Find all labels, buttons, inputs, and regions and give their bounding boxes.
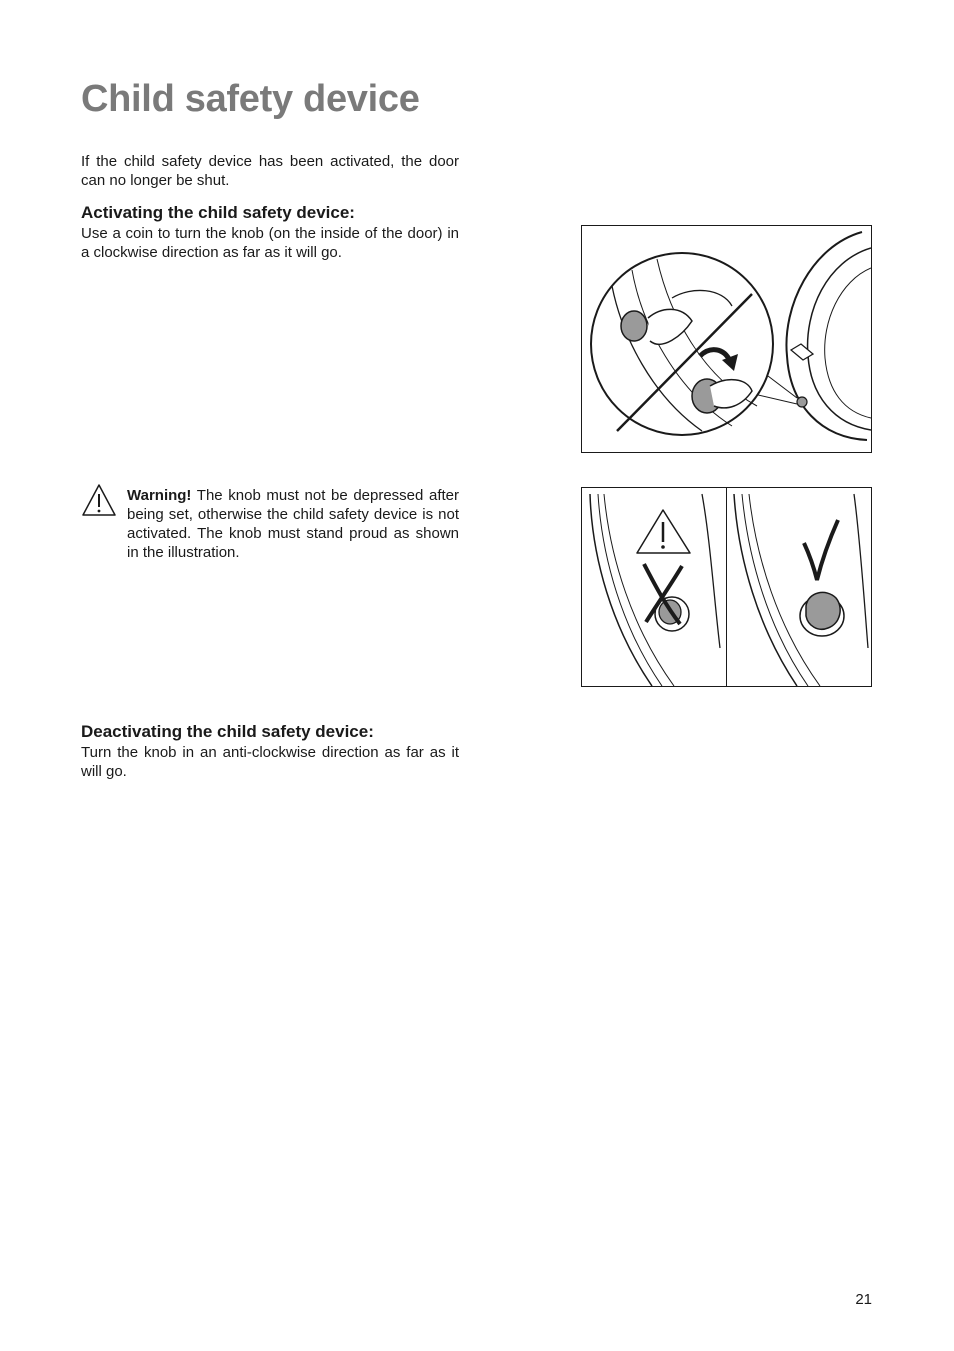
deactivating-heading: Deactivating the child safety device: xyxy=(81,722,374,741)
intro-paragraph: If the child safety device has been activated, the door can no longer be shut. xyxy=(81,153,459,189)
knob-turning-illustration xyxy=(581,225,872,453)
warning-text: The knob must not be depressed after being set, otherwise the child safety device is not activated. The knob must stand proud as shown in the illustration. xyxy=(127,487,459,561)
warning-paragraph xyxy=(127,486,459,562)
warning-triangle-icon xyxy=(81,483,117,517)
knob-position-illustration xyxy=(581,487,872,687)
activating-paragraph: Use a coin to turn the knob (on the inside of the door) in a clockwise direction as far as it will go. xyxy=(81,225,459,261)
activating-heading: Activating the child safety device: xyxy=(81,203,355,222)
page-number: 21 xyxy=(855,1291,872,1308)
deactivating-paragraph: Turn the knob in an anti-clockwise direction as far as it will go. xyxy=(81,744,459,780)
warning-label: Warning! xyxy=(127,487,192,504)
warning-triangle-icon-small xyxy=(637,510,690,553)
page-title: Child safety device xyxy=(81,78,420,120)
warning-block xyxy=(127,486,459,562)
check-mark-icon xyxy=(804,520,838,580)
